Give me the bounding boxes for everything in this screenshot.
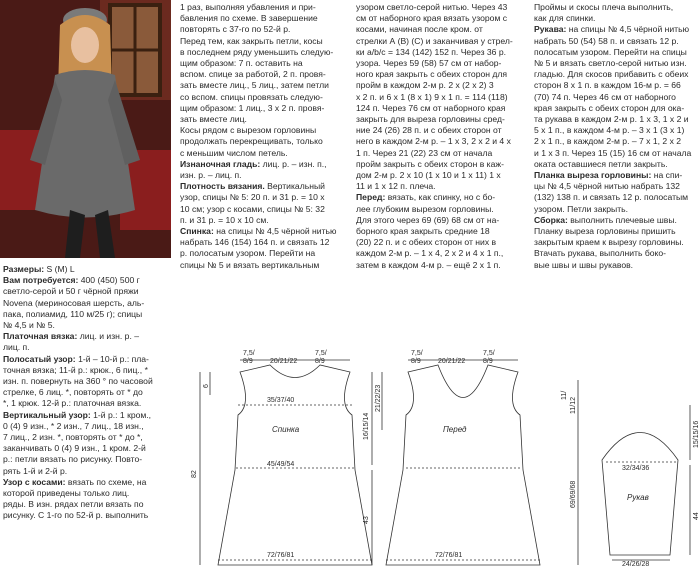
front-label: Перед: — [356, 192, 386, 203]
text-line: как для спинки. — [534, 13, 596, 24]
text-line: оката оставшиеся петли закрыть. — [534, 158, 668, 169]
text-line: щим образом: 1 лиц., 3 х 2 п. провя- — [180, 102, 325, 113]
text-line: каждом 2-м р. – 1 х 4, 2 х 2 и 4 х 1 п., — [356, 248, 504, 259]
sleeve-title: Рукав — [627, 493, 649, 502]
text-line: Для этого через 69 (69) 68 см от на- — [356, 214, 500, 225]
back-label: Спинка: — [180, 226, 214, 237]
front-diagram — [372, 360, 540, 565]
text-line: Косы рядом с вырезом горловины — [180, 125, 317, 136]
text-line: сторон 8 х 1 п. в каждом 16-м р. = 66 — [534, 80, 681, 91]
sleeves-label: Рукава: — [534, 24, 567, 35]
text-line: стрелке, 6 лиц. *, повторять от * до — [3, 387, 143, 398]
back-chest: 35/37/40 — [267, 397, 295, 404]
text-line: ного края закрыть с обеих сторон для — [356, 69, 508, 80]
text-line: Novena (мериносовая шерсть, аль- — [3, 297, 145, 308]
text-line: 400 (450) 500 г — [80, 275, 140, 286]
text-line: продолжать перекрещивать, только — [180, 136, 323, 147]
text-line: узора. Через 59 (58) 57 см от набор- — [356, 58, 502, 69]
neck-label: Планка выреза горловины: — [534, 170, 652, 181]
front-lower-height: 43 — [363, 516, 370, 524]
front-neck-depth: 21/22/23 — [375, 384, 382, 412]
text-line: ряды. В изн. рядах петли вязать по — [3, 499, 144, 510]
cables-label: Узор с косами: — [3, 476, 66, 487]
front-shoulder-right: 7,5/ — [483, 350, 495, 357]
text-line: 0 (4) 9 изн., * 2 изн., 7 лиц., 18 изн., — [3, 420, 144, 431]
text-line: косами, начиная после кром. от — [356, 24, 483, 35]
text-line: № 5 и вязать светло-серой нитью изн. — [534, 58, 687, 69]
text-line: п. и 31 р. = 10 х 10 см. — [180, 214, 269, 225]
text-line: ние 24 (26) 28 п. и с обеих сторон от — [356, 125, 502, 136]
sleeve-upper-width: 32/34/36 — [622, 465, 650, 472]
sleeve-total-height: 69/69/68 — [570, 480, 577, 508]
text-line: рисунку. С 1-го по 52-й р. выполнить — [3, 510, 149, 521]
text-line: 1 раз, выполняя убавления и при- — [180, 2, 316, 12]
text-line: р.: петли вязать по рисунку. Повто- — [3, 454, 143, 465]
text-line: 5 х 1 п., в каждом 4-м р. – 3 х 1 (3 х 1) — [534, 125, 685, 136]
text-line: которой приведены только лиц. — [3, 488, 130, 499]
text-line: пройм закрыть с обеих сторон в каж- — [356, 158, 504, 169]
text-line: полосатым узором. Перейти на спицы — [534, 46, 687, 57]
back-shoulder-right2: 8/9 — [315, 358, 325, 365]
purl-label: Платочная вязка: — [3, 331, 78, 342]
text-line: закрытым краем к вырезу горловины. — [534, 237, 684, 248]
text-line: 1-й – 10-й р.: пла- — [78, 353, 149, 364]
text-line: пройм в каждом 2-м р. 2 х (2 х 2) 3 — [356, 80, 494, 91]
text-line: 2 х 1 п., в каждом 2-м р. – 7 х 1, 2 х 2 — [534, 136, 682, 147]
text-line: дом 2-м р. 2 х 10 (1 х 10 и 1 х 11) 1 х — [356, 170, 501, 181]
text-line: набрать 50 (54) 58 п. и связать 12 р. — [534, 35, 679, 46]
text-line: узор, спицы № 5: 20 п. и 31 р. = 10 х — [180, 192, 325, 203]
vertical-label: Вертикальный узор: — [3, 409, 91, 420]
reverse-label: Изнаночная гладь: — [180, 158, 261, 169]
text-line: рять 1-й и 2-й р. — [3, 465, 68, 476]
sleeve-top-height2: 11/12 — [570, 397, 577, 414]
text-line: зать вместе лиц., 5 лиц., затем петли — [180, 80, 329, 91]
back-shoulder-right: 7,5/ — [315, 350, 327, 357]
back-title: Спинка — [272, 425, 300, 434]
text-line: Перед тем, как закрыть петли, косы — [180, 35, 323, 46]
text-line: гладью. Для скосов прибавить с обеих — [534, 69, 689, 80]
text-line: цы № 4,5 чёрной нитью набрать 132 — [534, 181, 680, 192]
text-line: узором. Петли закрыть. — [534, 203, 629, 214]
text-line: изн. р. – лиц. п. — [180, 170, 242, 181]
back-neck: 20/21/22 — [270, 358, 298, 365]
text-line: (20) 22 п. и с обеих сторон от них в — [356, 237, 497, 248]
text-line: точная вязка; 11-й р.: крюк., 6 пиц., * — [3, 364, 148, 375]
text-line: изн. п. повернуть на 360 ° по часовой — [3, 376, 153, 387]
text-line: 124 п. Через 76 см от наборного края — [356, 102, 506, 113]
text-line: спицы № 5 и вязать вертикальным — [180, 259, 320, 270]
text-line: на спицы № 4,5 чёрной нитью — [568, 24, 690, 35]
text-line: заканчивать 0 (4) 9 изн., 1 кром. 2-й — [3, 443, 146, 454]
text-line: края закрыть с обеих сторон для ока- — [534, 102, 685, 113]
text-line: (132) 138 п. и связать 12 р. полосатым — [534, 192, 689, 203]
front-shoulder-right2: 8/9 — [483, 358, 493, 365]
back-shoulder-left: 7,5/ — [243, 350, 255, 357]
text-line: зать вместе лиц. — [180, 114, 247, 125]
assembly-label: Сборка: — [534, 214, 568, 225]
back-hem: 72/76/81 — [267, 552, 295, 559]
text-line: стрелки А (В) (С) и заканчивая у стрел- — [356, 35, 513, 46]
back-waist: 45/49/54 — [267, 461, 295, 468]
text-line: № 4,5 и № 5. — [3, 320, 55, 331]
text-line: бавления по схеме. В завершение — [180, 13, 318, 24]
text-line: лее глубоким вырезом горловины. — [356, 203, 494, 214]
front-title: Перед — [443, 425, 467, 434]
text-line: р. полосатым узором. Перейти на — [180, 248, 316, 259]
text-line: него в каждом 2-м р. – 1 х 3, 2 х 2 и 4 х — [356, 136, 511, 147]
text-line: на спи- — [653, 170, 683, 181]
text-line: лиц. и изн. р. – — [79, 331, 139, 342]
text-line: щим образом: 7 п. оставить на — [180, 58, 303, 69]
sleeve-diagram — [578, 380, 690, 565]
front-neck: 20/21/22 — [438, 358, 466, 365]
text-line: 7 лиц., 2 изн. *, повторять от * до *, — [3, 432, 143, 443]
stripe-label: Полосатый узор: — [3, 353, 76, 364]
text-line: узором светло-серой нитью. Через 43 — [356, 2, 508, 12]
sleeve-lower-height: 44 — [693, 512, 700, 520]
text-line: ки a/b/c = 134 (142) 152 п. Через 36 р. — [356, 46, 507, 57]
sleeve-cap-height: 15/15/16 — [693, 420, 700, 448]
text-line: 10 см; узор с косами, спицы № 5: 32 — [180, 203, 325, 214]
text-line: см от наборного края вязать узором с — [356, 13, 508, 24]
text-line: та рукава в каждом 2-м р. 1 х 3, 1 х 2 и — [534, 114, 689, 125]
text-line: лиц. р. – изн. п., — [262, 158, 327, 169]
text-line: на спицы № 4,5 чёрной нитью — [216, 226, 337, 237]
text-line: лиц. п. — [3, 342, 30, 353]
text-line: *, 1 крюк. 12-й р.: платочная вязка. — [3, 398, 142, 409]
text-line: затем в каждом 4-м р. – ещё 2 х 1 п. — [356, 259, 501, 270]
density-label: Плотность вязания. — [180, 181, 265, 192]
materials-label: Вам потребуется: — [3, 275, 79, 286]
text-line: вязать, как спинку, но с бо- — [387, 192, 496, 203]
sleeve-top-height: 11/ — [561, 390, 568, 400]
text-line: вязать по схеме, на — [67, 476, 147, 487]
text-line: Планку выреза горловины пришить — [534, 226, 676, 237]
text-line: Вертикальный — [267, 181, 325, 192]
text-line: с меньшим числом петель. — [180, 147, 288, 158]
text-line: и 1 х 3 п. Через 15 (15) 16 см от начала — [534, 147, 692, 158]
front-shoulder-left: 7,5/ — [411, 350, 423, 357]
text-line: закрыть для выреза горловины сред- — [356, 114, 505, 125]
text-line: (70) 74 п. Через 46 см от наборного — [534, 91, 676, 102]
text-line: вые швы и швы рукавов. — [534, 259, 634, 270]
sizes-value: S (M) L — [46, 264, 75, 274]
sleeve-cuff: 24/26/28 — [622, 561, 650, 568]
text-line: борного края закрыть средние 18 — [356, 226, 490, 237]
front-shoulder-left2: 8/9 — [411, 358, 421, 365]
text-line: повторять с 37-го по 52-й р. — [180, 24, 291, 35]
text-line: светло-серой и 50 г чёрной пряжи — [3, 286, 139, 297]
text-line: х 2 п. и 6 х 1 (8 х 1) 9 х 1 п. = 114 (118) — [356, 91, 508, 102]
back-shoulder-left2: 8/9 — [243, 358, 253, 365]
sizes-label: Размеры: — [3, 264, 45, 274]
text-line: 11 и 1 х 12 п. плеча. — [356, 181, 436, 192]
text-line: набрать 146 (154) 164 п. и связать 12 — [180, 237, 330, 248]
back-armhole-depth: 6 — [203, 384, 210, 388]
text-line: Втачать рукава, выполнить боко- — [534, 248, 667, 259]
text-line: пака, полиамид, 110 м/25 г); спицы — [3, 308, 143, 319]
front-hem: 72/76/81 — [435, 552, 463, 559]
text-line: в последнем ряду уменьшить следую- — [180, 46, 334, 57]
text-line: выполнить плечевые швы. — [570, 214, 677, 225]
text-line: Проймы и скосы плеча выполнить, — [534, 2, 674, 12]
text-line: 1 п. Через 21 (22) 23 см от начала — [356, 147, 493, 158]
text-line: со вспом. спицы провязать следую- — [180, 91, 323, 102]
text-line: 1-й р.: 1 кром., — [93, 409, 152, 420]
text-line: вспом. спице за работой, 2 п. провя- — [180, 69, 326, 80]
back-total-height: 82 — [191, 470, 198, 478]
front-armhole: 16/15/14 — [363, 412, 370, 440]
